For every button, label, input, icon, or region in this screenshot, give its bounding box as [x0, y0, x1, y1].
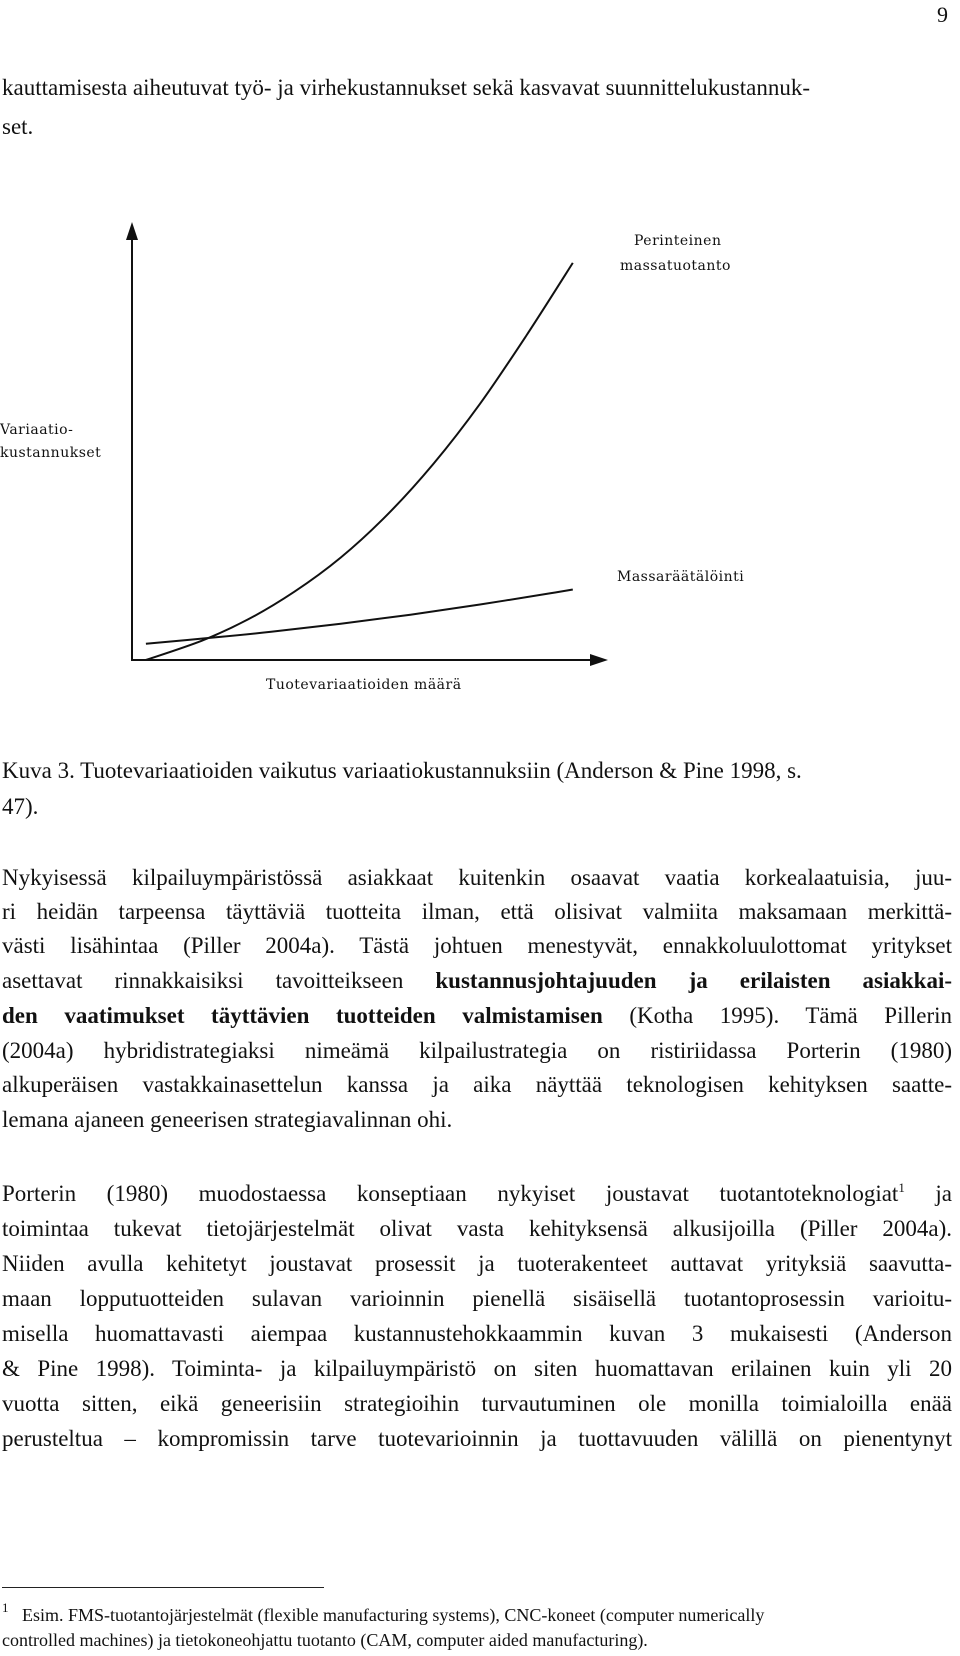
paragraph-2-line-4: maan lopputuotteiden sulavan varioinnin pienellä sisäisellä tuotantoprosessin varioitu- — [2, 1286, 952, 1311]
paragraph-2-line-1 — [2, 1180, 952, 1208]
page-number: 9 — [937, 2, 948, 27]
paragraph-1-line-2: ri heidän tarpeensa täyttäviä tuotteita ilman, että olisivat valmiita maksamaan merkittä- — [2, 899, 952, 924]
paragraph-1-line-5-bold: den vaatimukset täyttävien tuotteiden valmistamisen — [2, 1003, 603, 1028]
paragraph-2-line-7: vuotta sitten, eikä geneerisiin strategioihin turvautuminen ole monilla toimialoilla enää — [2, 1391, 952, 1416]
series-label-massaraatalointi: Massaräätälöinti — [617, 569, 745, 585]
paragraph-2-line-8: perusteltua – kompromissin tarve tuotevarioinnin ja tuottavuuden välillä on pienentynyt — [2, 1426, 952, 1451]
paragraph-1-line-4 — [2, 967, 952, 995]
paragraph-2-line-2: toimintaa tukevat tietojärjestelmät olivat vasta kehityksensä alkusijoilla (Piller 2004a). — [2, 1216, 952, 1241]
paragraph-1-line-4-bold: kustannusjohtajuuden ja erilaisten asiakkai- — [435, 968, 952, 993]
figure-caption-line-1: Kuva 3. Tuotevariaatioiden vaikutus variaatiokustannuksiin (Anderson & Pine 1998, s. — [2, 758, 802, 783]
paragraph-2-line-6: & Pine 1998). Toiminta- ja kilpailuympäristö on siten huomattavan erilainen kuin yli 20 — [2, 1356, 952, 1381]
figure-chart — [0, 0, 960, 720]
y-axis-label-line-1: Variaatio- — [0, 422, 74, 438]
paragraph-1-line-5 — [2, 1002, 952, 1030]
paragraph-2-line-5: misella huomattavasti aiempaa kustannustehokkaammin kuvan 3 mukaisesti (Anderson — [2, 1321, 952, 1346]
paragraph-1-line-4-normal: asettavat rinnakkaisiksi tavoitteikseen — [2, 968, 404, 993]
figure-caption-line-2: 47). — [2, 794, 39, 819]
paragraph-2-line-1-end: ja — [935, 1181, 952, 1206]
paragraph-1-line-3: västi lisähintaa (Piller 2004a). Tästä johtuen menestyvät, ennakkoluulottomat yritykset — [2, 933, 952, 958]
footnote-line-2: controlled machines) ja tietokoneohjattu tuotanto (CAM, computer aided manufacturing). — [2, 1630, 648, 1650]
footnote-rule — [2, 1587, 324, 1588]
paragraph-2-line-3: Niiden avulla kehitetyt joustavat prosessit ja tuoterakenteet auttavat yrityksiä saavutta- — [2, 1251, 952, 1276]
paragraph-1-line-8: lemana ajaneen geneerisen strategiavalinnan ohi. — [2, 1107, 453, 1132]
intro-line-1: kauttamisesta aiheutuvat työ- ja virhekustannukset sekä kasvavat suunnittelukustannuk- — [2, 75, 810, 100]
y-axis-label-line-2: kustannukset — [0, 445, 102, 461]
series-label-perinteinen-line-1: Perinteinen — [634, 233, 722, 249]
paragraph-1-line-5-normal: (Kotha 1995). Tämä Pillerin — [629, 1003, 953, 1028]
x-axis-label: Tuotevariaatioiden määrä — [266, 677, 462, 693]
footnote-reference: 1 — [898, 1180, 905, 1195]
intro-line-2: set. — [2, 114, 34, 139]
paragraph-1-line-1: Nykyisessä kilpailuympäristössä asiakkaat kuitenkin osaavat vaatia korkealaatuisia, juu- — [2, 865, 952, 890]
footnote-line-1 — [2, 1602, 952, 1628]
footnote-marker: 1 — [2, 1600, 9, 1615]
footnote-line-1-text: Esim. FMS-tuotantojärjestelmät (flexible manufacturing systems), CNC-koneet (computer numerically — [22, 1605, 765, 1625]
series-massaraatalointi-line — [146, 590, 573, 644]
x-axis-arrowhead — [590, 654, 608, 666]
paragraph-1-line-6: (2004a) hybridistrategiaksi nimeämä kilpailustrategia on ristiriidassa Porterin (1980) — [2, 1038, 952, 1063]
paragraph-2-line-1-text: Porterin (1980) muodostaessa konseptiaan nykyiset joustavat tuotantoteknologiat — [2, 1181, 899, 1206]
y-axis-arrowhead — [126, 222, 138, 240]
paragraph-1-line-7: alkuperäisen vastakkainasettelun kanssa ja aika näyttää teknologisen kehityksen saatte- — [2, 1072, 952, 1097]
series-label-perinteinen-line-2: massatuotanto — [620, 258, 731, 274]
